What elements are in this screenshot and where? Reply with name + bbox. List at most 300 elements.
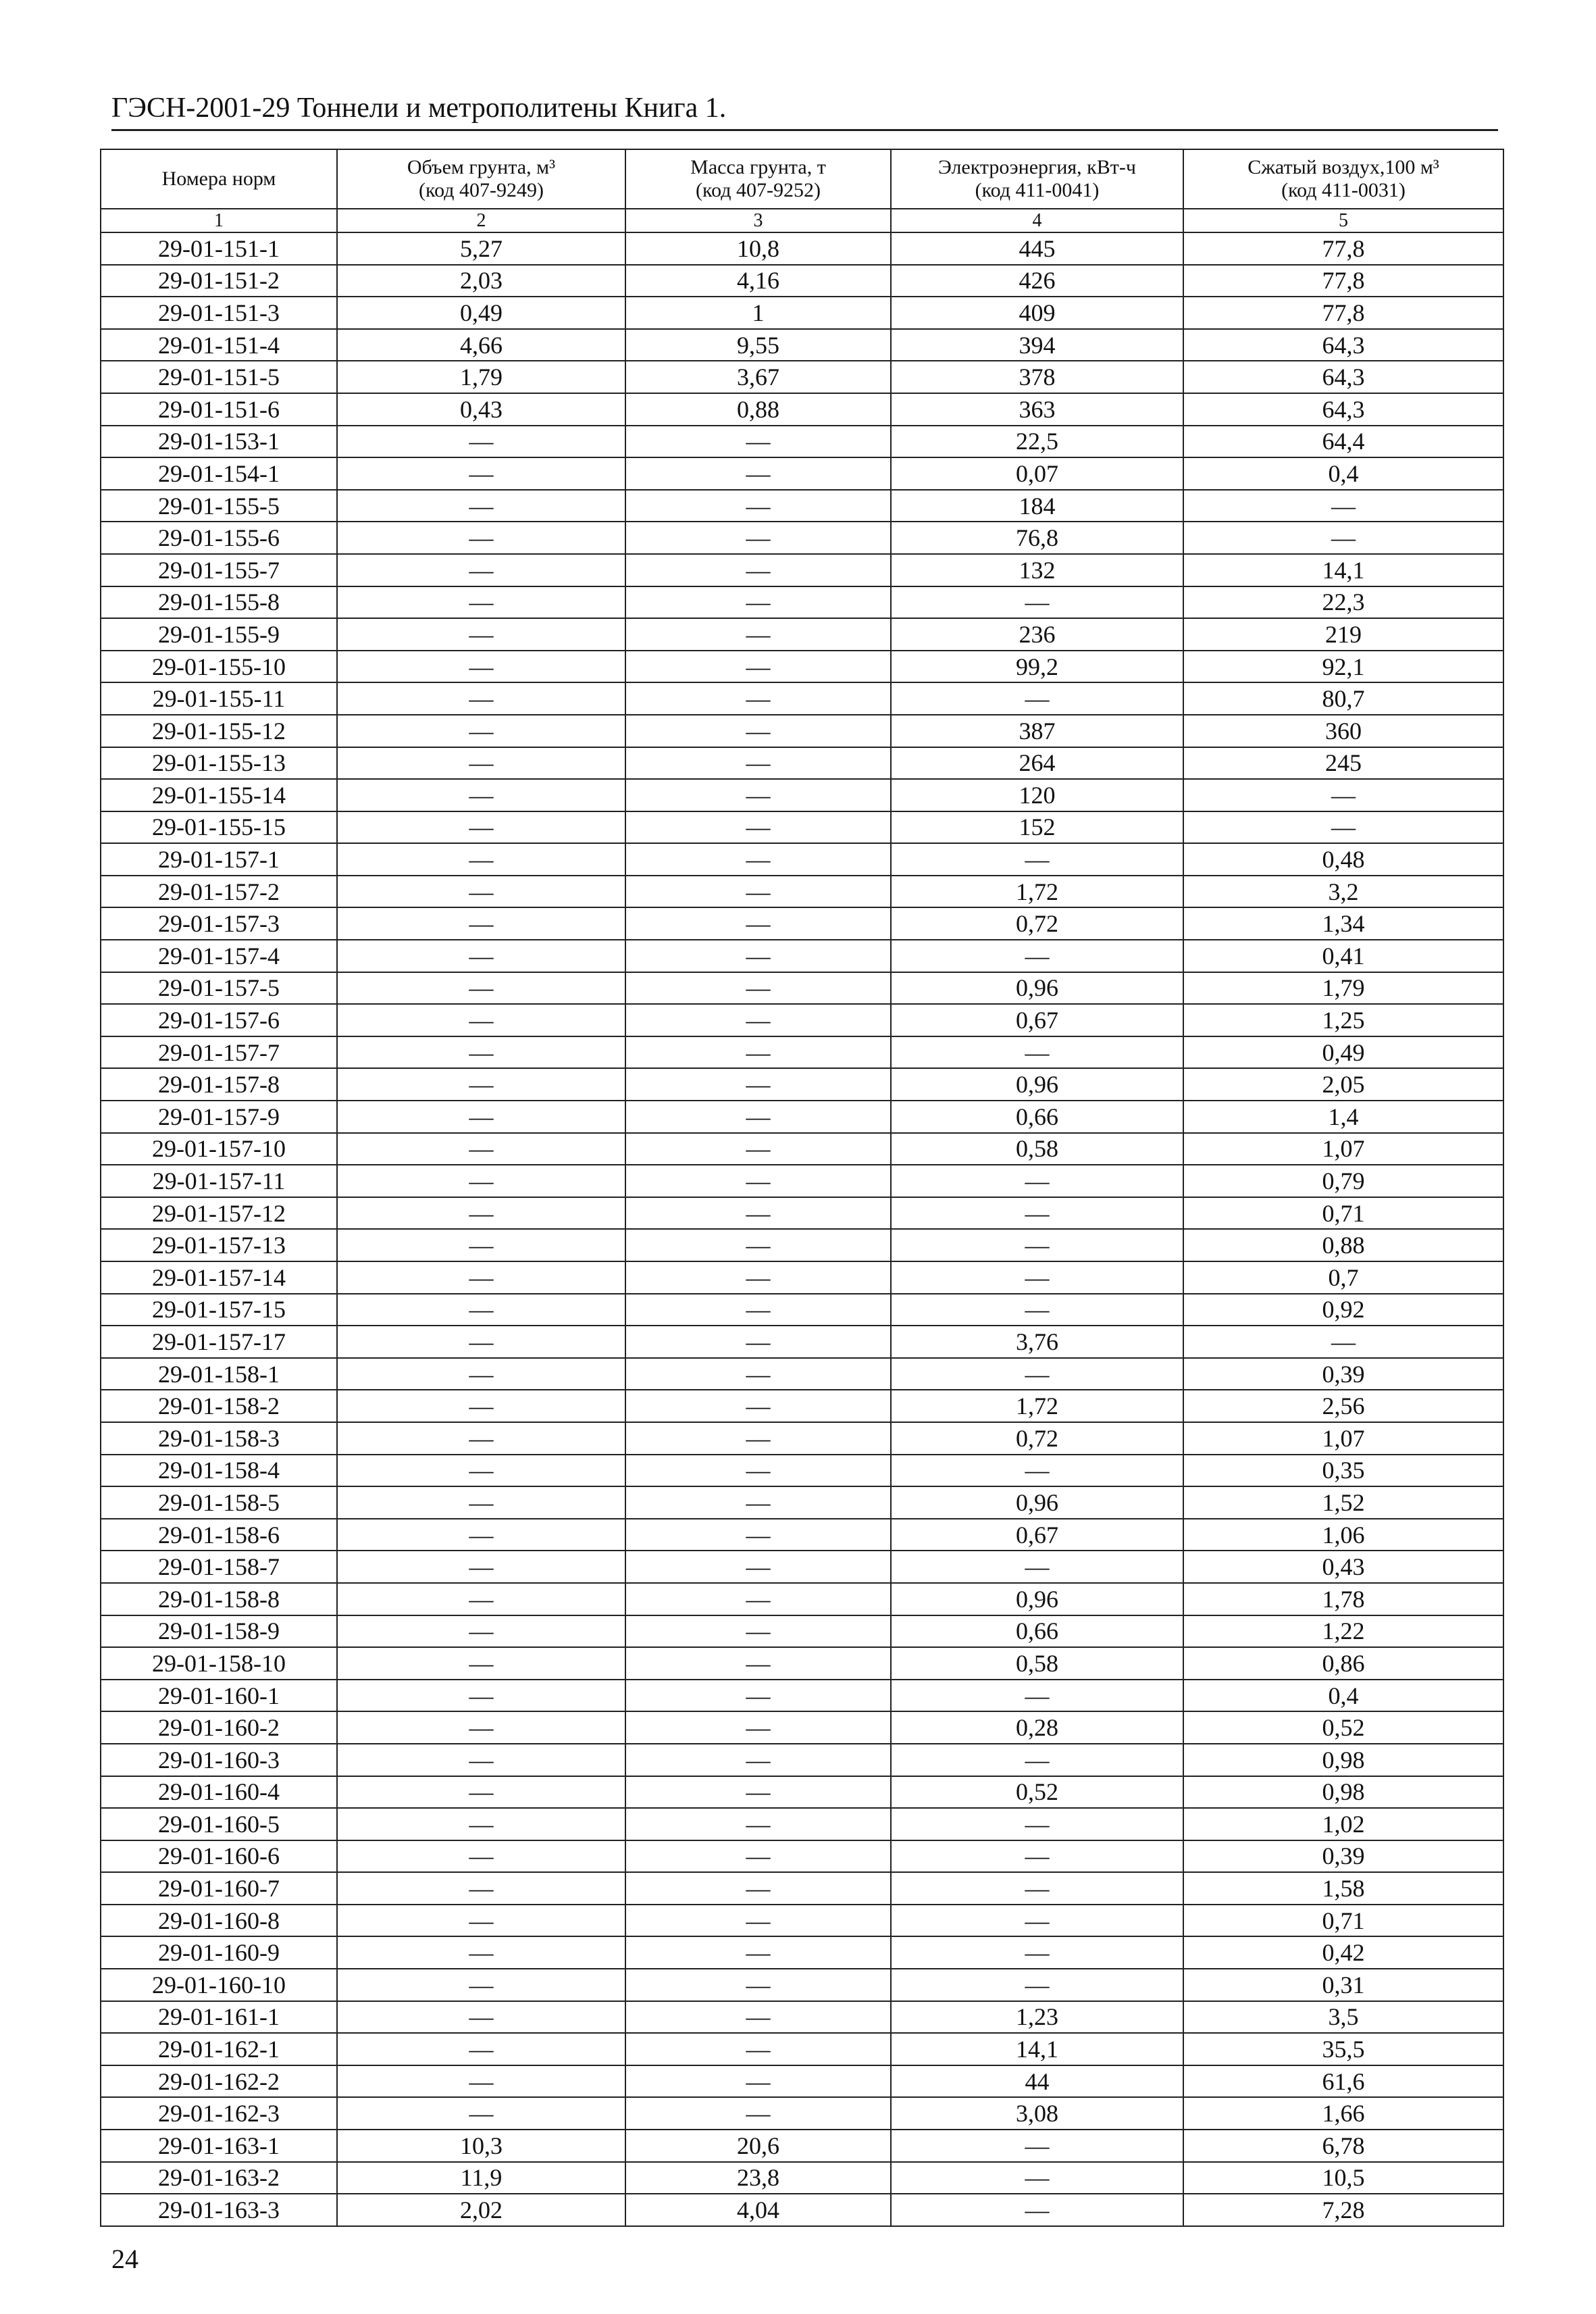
table-row xyxy=(101,2001,1503,2034)
norm-number-cell: 29-01-153-1 xyxy=(101,426,337,458)
soil-mass-cell: — xyxy=(625,1004,891,1036)
norm-number-cell: 29-01-157-7 xyxy=(101,1036,337,1069)
soil-mass-cell: 0,88 xyxy=(625,393,891,426)
compressed-air-cell: 0,79 xyxy=(1183,1165,1503,1197)
table-row xyxy=(101,1455,1503,1487)
soil-volume-cell: 11,9 xyxy=(337,2162,625,2194)
table-row xyxy=(101,2097,1503,2130)
norm-number-cell: 29-01-155-5 xyxy=(101,490,337,522)
soil-mass-cell: — xyxy=(625,1358,891,1390)
norm-number-cell: 29-01-157-2 xyxy=(101,876,337,908)
norms-table xyxy=(100,149,1504,2227)
table-row xyxy=(101,1905,1503,1937)
soil-mass-cell: — xyxy=(625,490,891,522)
compressed-air-cell: 0,42 xyxy=(1183,1936,1503,1969)
soil-mass-cell: — xyxy=(625,1036,891,1069)
soil-volume-cell: — xyxy=(337,1422,625,1455)
electricity-cell: — xyxy=(891,1808,1183,1840)
soil-mass-cell: — xyxy=(625,940,891,972)
norm-number-cell: 29-01-163-1 xyxy=(101,2130,337,2162)
soil-volume-cell: — xyxy=(337,1165,625,1197)
soil-mass-cell: — xyxy=(625,2033,891,2065)
soil-volume-cell: — xyxy=(337,1872,625,1905)
electricity-cell: — xyxy=(891,1197,1183,1230)
compressed-air-cell: 0,4 xyxy=(1183,1680,1503,1712)
header-cell-soil-mass xyxy=(625,149,891,209)
compressed-air-cell: 1,02 xyxy=(1183,1808,1503,1840)
soil-volume-cell: — xyxy=(337,1326,625,1358)
soil-mass-cell: — xyxy=(625,1905,891,1937)
norm-number-cell: 29-01-163-3 xyxy=(101,2194,337,2226)
table-row xyxy=(101,972,1503,1005)
soil-volume-cell: — xyxy=(337,2097,625,2130)
soil-mass-cell: — xyxy=(625,779,891,811)
table-row xyxy=(101,2065,1503,2098)
soil-mass-cell: — xyxy=(625,1969,891,2001)
soil-volume-cell: — xyxy=(337,907,625,940)
electricity-cell: 378 xyxy=(891,361,1183,393)
norm-number-cell: 29-01-157-11 xyxy=(101,1165,337,1197)
electricity-cell: 3,08 xyxy=(891,2097,1183,2130)
norm-number-cell: 29-01-160-4 xyxy=(101,1776,337,1809)
soil-mass-cell: — xyxy=(625,1068,891,1101)
electricity-cell: — xyxy=(891,1680,1183,1712)
soil-volume-cell: — xyxy=(337,972,625,1005)
column-number: 4 xyxy=(891,209,1183,232)
table-row xyxy=(101,329,1503,361)
soil-mass-cell: 23,8 xyxy=(625,2162,891,2194)
norm-number-cell: 29-01-157-15 xyxy=(101,1294,337,1326)
compressed-air-cell: 1,34 xyxy=(1183,907,1503,940)
soil-volume-cell: — xyxy=(337,426,625,458)
column-label: Электроэнергия, кВт-ч xyxy=(938,156,1136,178)
compressed-air-cell: 0,88 xyxy=(1183,1229,1503,1261)
soil-volume-cell: — xyxy=(337,651,625,683)
column-code: (код 407-9249) xyxy=(419,179,544,201)
norm-number-cell: 29-01-158-4 xyxy=(101,1455,337,1487)
soil-mass-cell: 9,55 xyxy=(625,329,891,361)
norm-number-cell: 29-01-151-2 xyxy=(101,265,337,297)
table-row xyxy=(101,297,1503,329)
soil-volume-cell: — xyxy=(337,1036,625,1069)
soil-mass-cell: — xyxy=(625,1229,891,1261)
soil-volume-cell: — xyxy=(337,1583,625,1615)
norm-number-cell: 29-01-160-3 xyxy=(101,1744,337,1776)
soil-mass-cell: — xyxy=(625,426,891,458)
table-row xyxy=(101,618,1503,651)
table-row xyxy=(101,1680,1503,1712)
header-cell-norm-numbers xyxy=(101,149,337,209)
electricity-cell: 1,72 xyxy=(891,876,1183,908)
norm-number-cell: 29-01-158-3 xyxy=(101,1422,337,1455)
electricity-cell: — xyxy=(891,1969,1183,2001)
electricity-cell: — xyxy=(891,1229,1183,1261)
soil-volume-cell: — xyxy=(337,1969,625,2001)
soil-volume-cell: 10,3 xyxy=(337,2130,625,2162)
soil-volume-cell: — xyxy=(337,1551,625,1583)
soil-volume-cell: — xyxy=(337,1197,625,1230)
soil-volume-cell: — xyxy=(337,811,625,844)
column-number: 1 xyxy=(101,209,337,232)
electricity-cell: 0,96 xyxy=(891,972,1183,1005)
compressed-air-cell: 0,71 xyxy=(1183,1905,1503,1937)
norm-number-cell: 29-01-158-6 xyxy=(101,1519,337,1551)
soil-mass-cell: — xyxy=(625,1261,891,1294)
column-number-row xyxy=(101,209,1503,232)
norm-number-cell: 29-01-160-1 xyxy=(101,1680,337,1712)
table-row xyxy=(101,1197,1503,1230)
electricity-cell: 394 xyxy=(891,329,1183,361)
table-row xyxy=(101,393,1503,426)
table-row xyxy=(101,457,1503,490)
table-row xyxy=(101,1326,1503,1358)
norm-number-cell: 29-01-155-8 xyxy=(101,586,337,619)
norm-number-cell: 29-01-160-6 xyxy=(101,1840,337,1873)
electricity-cell: 0,66 xyxy=(891,1615,1183,1648)
soil-volume-cell: — xyxy=(337,1133,625,1165)
compressed-air-cell: 61,6 xyxy=(1183,2065,1503,2098)
compressed-air-cell: 35,5 xyxy=(1183,2033,1503,2065)
compressed-air-cell: 0,43 xyxy=(1183,1551,1503,1583)
column-label: Объем грунта, м³ xyxy=(407,156,556,178)
norm-number-cell: 29-01-160-2 xyxy=(101,1711,337,1744)
compressed-air-cell: 1,22 xyxy=(1183,1615,1503,1648)
compressed-air-cell: 10,5 xyxy=(1183,2162,1503,2194)
compressed-air-cell: 0,98 xyxy=(1183,1744,1503,1776)
document-title: ГЭСН-2001-29 Тоннели и метрополитены Книга 1. xyxy=(111,93,727,124)
table-row xyxy=(101,682,1503,715)
soil-volume-cell: — xyxy=(337,1615,625,1648)
compressed-air-cell: 64,3 xyxy=(1183,361,1503,393)
norm-number-cell: 29-01-160-5 xyxy=(101,1808,337,1840)
page-number: 24 xyxy=(111,2244,138,2274)
norm-number-cell: 29-01-155-6 xyxy=(101,522,337,554)
table-row xyxy=(101,1519,1503,1551)
table-row xyxy=(101,843,1503,876)
compressed-air-cell: 3,2 xyxy=(1183,876,1503,908)
norm-number-cell: 29-01-158-7 xyxy=(101,1551,337,1583)
electricity-cell: — xyxy=(891,2194,1183,2226)
soil-mass-cell: — xyxy=(625,1101,891,1133)
table-row xyxy=(101,1808,1503,1840)
norm-number-cell: 29-01-151-3 xyxy=(101,297,337,329)
soil-volume-cell: — xyxy=(337,1647,625,1680)
compressed-air-cell: 6,78 xyxy=(1183,2130,1503,2162)
soil-mass-cell: — xyxy=(625,907,891,940)
electricity-cell: 132 xyxy=(891,554,1183,586)
soil-volume-cell: — xyxy=(337,940,625,972)
header-cell-electricity xyxy=(891,149,1183,209)
compressed-air-cell: 0,52 xyxy=(1183,1711,1503,1744)
norm-number-cell: 29-01-157-10 xyxy=(101,1133,337,1165)
column-label: Номера норм xyxy=(161,168,276,190)
electricity-cell: 387 xyxy=(891,715,1183,747)
soil-volume-cell: — xyxy=(337,554,625,586)
compressed-air-cell: 0,39 xyxy=(1183,1840,1503,1873)
compressed-air-cell: 1,79 xyxy=(1183,972,1503,1005)
compressed-air-cell: 3,5 xyxy=(1183,2001,1503,2034)
electricity-cell: — xyxy=(891,1840,1183,1873)
electricity-cell: 0,96 xyxy=(891,1068,1183,1101)
norm-number-cell: 29-01-158-10 xyxy=(101,1647,337,1680)
norm-number-cell: 29-01-160-9 xyxy=(101,1936,337,1969)
soil-mass-cell: — xyxy=(625,1583,891,1615)
table-row xyxy=(101,1261,1503,1294)
electricity-cell: 0,72 xyxy=(891,1422,1183,1455)
soil-mass-cell: — xyxy=(625,876,891,908)
compressed-air-cell: 0,49 xyxy=(1183,1036,1503,1069)
electricity-cell: — xyxy=(891,2130,1183,2162)
norm-number-cell: 29-01-155-10 xyxy=(101,651,337,683)
compressed-air-cell: 0,71 xyxy=(1183,1197,1503,1230)
soil-volume-cell: — xyxy=(337,1808,625,1840)
soil-mass-cell: — xyxy=(625,1840,891,1873)
header-cell-soil-volume xyxy=(337,149,625,209)
soil-volume-cell: — xyxy=(337,1004,625,1036)
soil-mass-cell: — xyxy=(625,1776,891,1809)
soil-mass-cell: — xyxy=(625,522,891,554)
column-label: Сжатый воздух,100 м³ xyxy=(1247,156,1439,178)
compressed-air-cell: 14,1 xyxy=(1183,554,1503,586)
soil-volume-cell: 2,03 xyxy=(337,265,625,297)
table-row xyxy=(101,715,1503,747)
norm-number-cell: 29-01-157-4 xyxy=(101,940,337,972)
compressed-air-cell: 77,8 xyxy=(1183,297,1503,329)
table-row xyxy=(101,2033,1503,2065)
electricity-cell: 76,8 xyxy=(891,522,1183,554)
compressed-air-cell: — xyxy=(1183,811,1503,844)
electricity-cell: 3,76 xyxy=(891,1326,1183,1358)
compressed-air-cell: 64,4 xyxy=(1183,426,1503,458)
soil-mass-cell: — xyxy=(625,1519,891,1551)
electricity-cell: — xyxy=(891,843,1183,876)
column-code: (код 411-0031) xyxy=(1281,179,1406,201)
compressed-air-cell: 0,4 xyxy=(1183,457,1503,490)
soil-volume-cell: 1,79 xyxy=(337,361,625,393)
norm-number-cell: 29-01-151-5 xyxy=(101,361,337,393)
soil-volume-cell: 4,66 xyxy=(337,329,625,361)
soil-mass-cell: — xyxy=(625,1615,891,1648)
norm-number-cell: 29-01-157-3 xyxy=(101,907,337,940)
soil-mass-cell: — xyxy=(625,1455,891,1487)
norm-number-cell: 29-01-157-17 xyxy=(101,1326,337,1358)
soil-mass-cell: — xyxy=(625,2001,891,2034)
soil-volume-cell: — xyxy=(337,490,625,522)
compressed-air-cell: 1,25 xyxy=(1183,1004,1503,1036)
table-row xyxy=(101,1068,1503,1101)
electricity-cell: 236 xyxy=(891,618,1183,651)
column-code: (код 407-9252) xyxy=(696,179,821,201)
electricity-cell: — xyxy=(891,2162,1183,2194)
table-row xyxy=(101,554,1503,586)
soil-volume-cell: — xyxy=(337,1519,625,1551)
electricity-cell: — xyxy=(891,1036,1183,1069)
electricity-cell: 14,1 xyxy=(891,2033,1183,2065)
norm-number-cell: 29-01-157-8 xyxy=(101,1068,337,1101)
compressed-air-cell: — xyxy=(1183,490,1503,522)
compressed-air-cell: 22,3 xyxy=(1183,586,1503,619)
compressed-air-cell: 64,3 xyxy=(1183,393,1503,426)
table-row xyxy=(101,1872,1503,1905)
norm-number-cell: 29-01-158-2 xyxy=(101,1390,337,1422)
table-body xyxy=(101,209,1503,2226)
column-number: 3 xyxy=(625,209,891,232)
table-row xyxy=(101,1036,1503,1069)
compressed-air-cell: 0,39 xyxy=(1183,1358,1503,1390)
soil-volume-cell: — xyxy=(337,2065,625,2098)
table-row xyxy=(101,1390,1503,1422)
soil-mass-cell: — xyxy=(625,1936,891,1969)
soil-mass-cell: — xyxy=(625,682,891,715)
table-header xyxy=(101,149,1503,209)
soil-mass-cell: — xyxy=(625,747,891,780)
soil-mass-cell: 20,6 xyxy=(625,2130,891,2162)
electricity-cell: — xyxy=(891,1261,1183,1294)
electricity-cell: 426 xyxy=(891,265,1183,297)
table-row xyxy=(101,490,1503,522)
norm-number-cell: 29-01-162-3 xyxy=(101,2097,337,2130)
soil-volume-cell: — xyxy=(337,1261,625,1294)
norm-number-cell: 29-01-155-11 xyxy=(101,682,337,715)
compressed-air-cell: 2,56 xyxy=(1183,1390,1503,1422)
electricity-cell: — xyxy=(891,586,1183,619)
compressed-air-cell: — xyxy=(1183,1326,1503,1358)
soil-volume-cell: — xyxy=(337,1068,625,1101)
table-row xyxy=(101,265,1503,297)
electricity-cell: 184 xyxy=(891,490,1183,522)
norm-number-cell: 29-01-157-13 xyxy=(101,1229,337,1261)
electricity-cell: 1,72 xyxy=(891,1390,1183,1422)
soil-volume-cell: — xyxy=(337,1840,625,1873)
soil-volume-cell: — xyxy=(337,747,625,780)
soil-mass-cell: 10,8 xyxy=(625,232,891,265)
norm-number-cell: 29-01-157-14 xyxy=(101,1261,337,1294)
soil-volume-cell: — xyxy=(337,1776,625,1809)
soil-mass-cell: — xyxy=(625,1808,891,1840)
soil-volume-cell: 5,27 xyxy=(337,232,625,265)
electricity-cell: — xyxy=(891,1872,1183,1905)
norm-number-cell: 29-01-157-9 xyxy=(101,1101,337,1133)
table-row xyxy=(101,1422,1503,1455)
norm-number-cell: 29-01-155-12 xyxy=(101,715,337,747)
electricity-cell: 0,72 xyxy=(891,907,1183,940)
norm-number-cell: 29-01-155-9 xyxy=(101,618,337,651)
table-row xyxy=(101,1969,1503,2001)
soil-mass-cell: 3,67 xyxy=(625,361,891,393)
soil-mass-cell: — xyxy=(625,2065,891,2098)
soil-mass-cell: — xyxy=(625,1744,891,1776)
table-row xyxy=(101,1840,1503,1873)
norm-number-cell: 29-01-158-9 xyxy=(101,1615,337,1648)
soil-mass-cell: — xyxy=(625,1326,891,1358)
compressed-air-cell: 0,92 xyxy=(1183,1294,1503,1326)
norm-number-cell: 29-01-157-1 xyxy=(101,843,337,876)
compressed-air-cell: 77,8 xyxy=(1183,265,1503,297)
norm-number-cell: 29-01-162-2 xyxy=(101,2065,337,2098)
soil-volume-cell: — xyxy=(337,843,625,876)
norm-number-cell: 29-01-155-15 xyxy=(101,811,337,844)
soil-mass-cell: — xyxy=(625,1647,891,1680)
table-row xyxy=(101,1165,1503,1197)
page-header xyxy=(111,91,1498,131)
table-row xyxy=(101,426,1503,458)
soil-volume-cell: — xyxy=(337,1455,625,1487)
norm-number-cell: 29-01-160-10 xyxy=(101,1969,337,2001)
soil-volume-cell: — xyxy=(337,1229,625,1261)
norm-number-cell: 29-01-151-4 xyxy=(101,329,337,361)
column-label: Масса грунта, т xyxy=(690,156,826,178)
soil-volume-cell: — xyxy=(337,586,625,619)
electricity-cell: 152 xyxy=(891,811,1183,844)
compressed-air-cell: 2,05 xyxy=(1183,1068,1503,1101)
compressed-air-cell: 0,98 xyxy=(1183,1776,1503,1809)
table-row xyxy=(101,586,1503,619)
compressed-air-cell: — xyxy=(1183,779,1503,811)
soil-mass-cell: — xyxy=(625,554,891,586)
soil-mass-cell: — xyxy=(625,1390,891,1422)
electricity-cell: 44 xyxy=(891,2065,1183,2098)
electricity-cell: 0,07 xyxy=(891,457,1183,490)
table-row xyxy=(101,1004,1503,1036)
norm-number-cell: 29-01-158-8 xyxy=(101,1583,337,1615)
compressed-air-cell: 1,52 xyxy=(1183,1486,1503,1519)
soil-mass-cell: 1 xyxy=(625,297,891,329)
soil-volume-cell: — xyxy=(337,1936,625,1969)
compressed-air-cell: 219 xyxy=(1183,618,1503,651)
table-row xyxy=(101,1615,1503,1648)
compressed-air-cell: 360 xyxy=(1183,715,1503,747)
electricity-cell: — xyxy=(891,940,1183,972)
electricity-cell: 0,58 xyxy=(891,1647,1183,1680)
norm-number-cell: 29-01-160-8 xyxy=(101,1905,337,1937)
soil-volume-cell: — xyxy=(337,1358,625,1390)
soil-mass-cell: — xyxy=(625,1711,891,1744)
norm-number-cell: 29-01-157-5 xyxy=(101,972,337,1005)
soil-volume-cell: 2,02 xyxy=(337,2194,625,2226)
soil-volume-cell: 0,43 xyxy=(337,393,625,426)
table-row xyxy=(101,747,1503,780)
soil-volume-cell: — xyxy=(337,1294,625,1326)
soil-mass-cell: — xyxy=(625,2097,891,2130)
electricity-cell: — xyxy=(891,1294,1183,1326)
table-row xyxy=(101,1551,1503,1583)
column-number: 5 xyxy=(1183,209,1503,232)
table-row xyxy=(101,651,1503,683)
norm-number-cell: 29-01-161-1 xyxy=(101,2001,337,2034)
compressed-air-cell: 64,3 xyxy=(1183,329,1503,361)
soil-mass-cell: 4,16 xyxy=(625,265,891,297)
soil-volume-cell: — xyxy=(337,876,625,908)
electricity-cell: 1,23 xyxy=(891,2001,1183,2034)
norm-number-cell: 29-01-155-7 xyxy=(101,554,337,586)
electricity-cell: 120 xyxy=(891,779,1183,811)
electricity-cell: — xyxy=(891,1744,1183,1776)
column-number: 2 xyxy=(337,209,625,232)
soil-mass-cell: — xyxy=(625,1165,891,1197)
soil-volume-cell: 0,49 xyxy=(337,297,625,329)
soil-mass-cell: — xyxy=(625,972,891,1005)
soil-mass-cell: — xyxy=(625,715,891,747)
soil-mass-cell: — xyxy=(625,457,891,490)
norm-number-cell: 29-01-154-1 xyxy=(101,457,337,490)
electricity-cell: 0,96 xyxy=(891,1583,1183,1615)
electricity-cell: 445 xyxy=(891,232,1183,265)
compressed-air-cell: — xyxy=(1183,522,1503,554)
electricity-cell: 0,66 xyxy=(891,1101,1183,1133)
electricity-cell: 0,67 xyxy=(891,1004,1183,1036)
electricity-cell: 99,2 xyxy=(891,651,1183,683)
soil-mass-cell: — xyxy=(625,1133,891,1165)
